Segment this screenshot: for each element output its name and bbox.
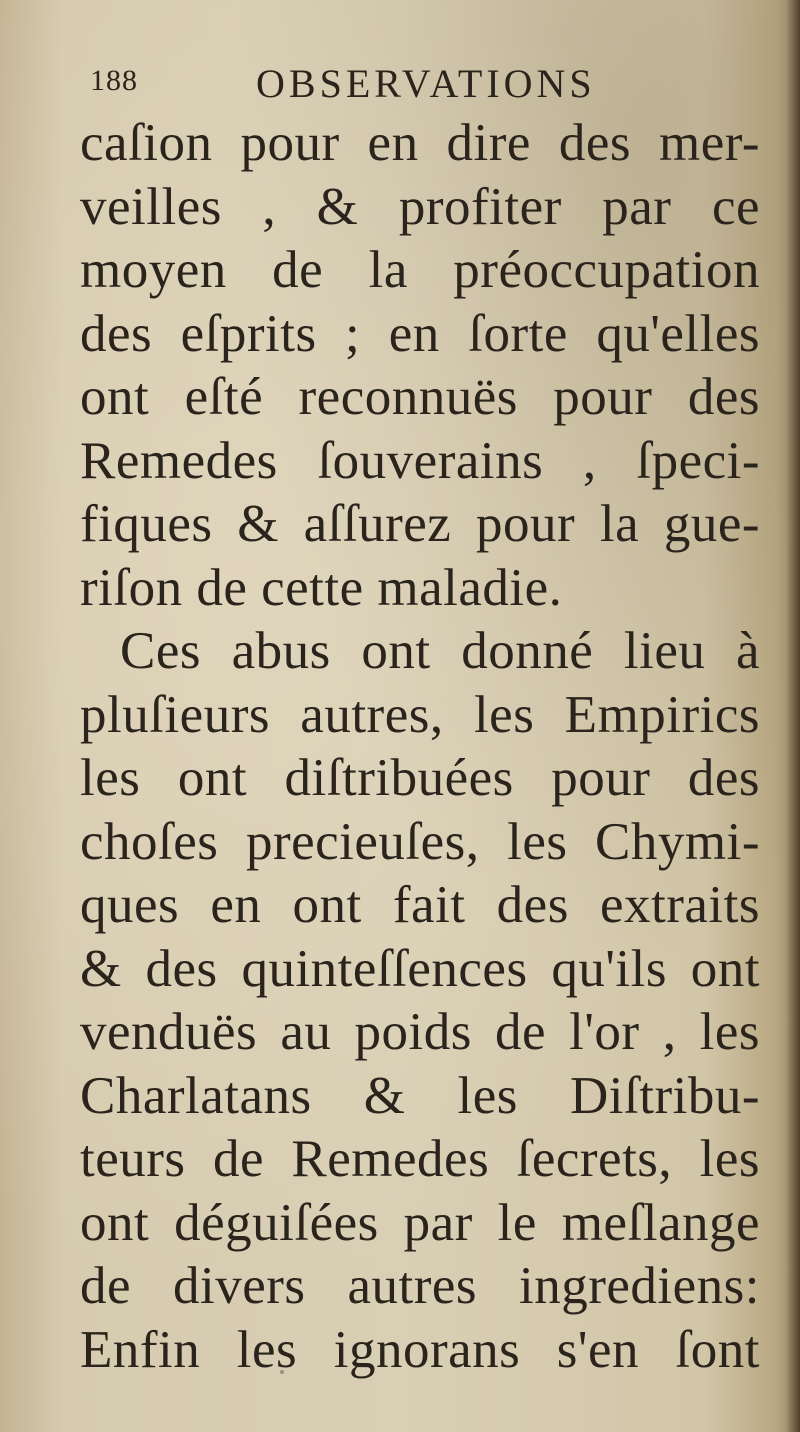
text-line: riſon de cette maladie. <box>80 558 563 617</box>
text-line: Ces abus ont donné lieu à <box>120 622 760 680</box>
body-text <box>80 112 760 1382</box>
text-line: moyen de la préoccupation <box>80 241 760 299</box>
text-line: de divers autres ingrediens: <box>80 1257 760 1315</box>
text-line: veilles , & profiter par ce <box>80 177 760 236</box>
text-line: choſes precieuſes, les Chymi- <box>80 812 760 871</box>
ink-speck <box>280 1370 284 1374</box>
text-line: les ont diſtribuées pour des <box>80 749 760 807</box>
running-head <box>90 60 750 110</box>
text-line: pluſieurs autres, les Empirics <box>80 685 760 744</box>
text-line: ques en ont fait des extraits <box>80 876 760 934</box>
text-line: ont eſté reconnuës pour des <box>80 368 760 426</box>
text-line: Charlatans & les Diſtribu- <box>80 1066 760 1125</box>
page-number: 188 <box>90 64 138 97</box>
text-line: venduës au poids de l'or , les <box>80 1003 760 1061</box>
page-edge-shadow <box>786 0 800 1432</box>
text-line: Remedes ſouverains , ſpeci- <box>80 431 760 490</box>
running-title: OBSERVATIONS <box>256 61 596 106</box>
text-line: & des quinteſſences qu'ils ont <box>80 939 760 998</box>
text-line: fiques & aſſurez pour la gue- <box>80 495 760 553</box>
text-line: Enfin les ignorans s'en ſont <box>80 1320 760 1379</box>
text-line: teurs de Remedes ſecrets, les <box>80 1130 760 1188</box>
text-line: caſion pour en dire des mer- <box>80 114 760 172</box>
text-line: ont déguiſées par le meſlange <box>80 1193 760 1252</box>
text-line: des eſprits ; en ſorte qu'elles <box>80 304 760 363</box>
